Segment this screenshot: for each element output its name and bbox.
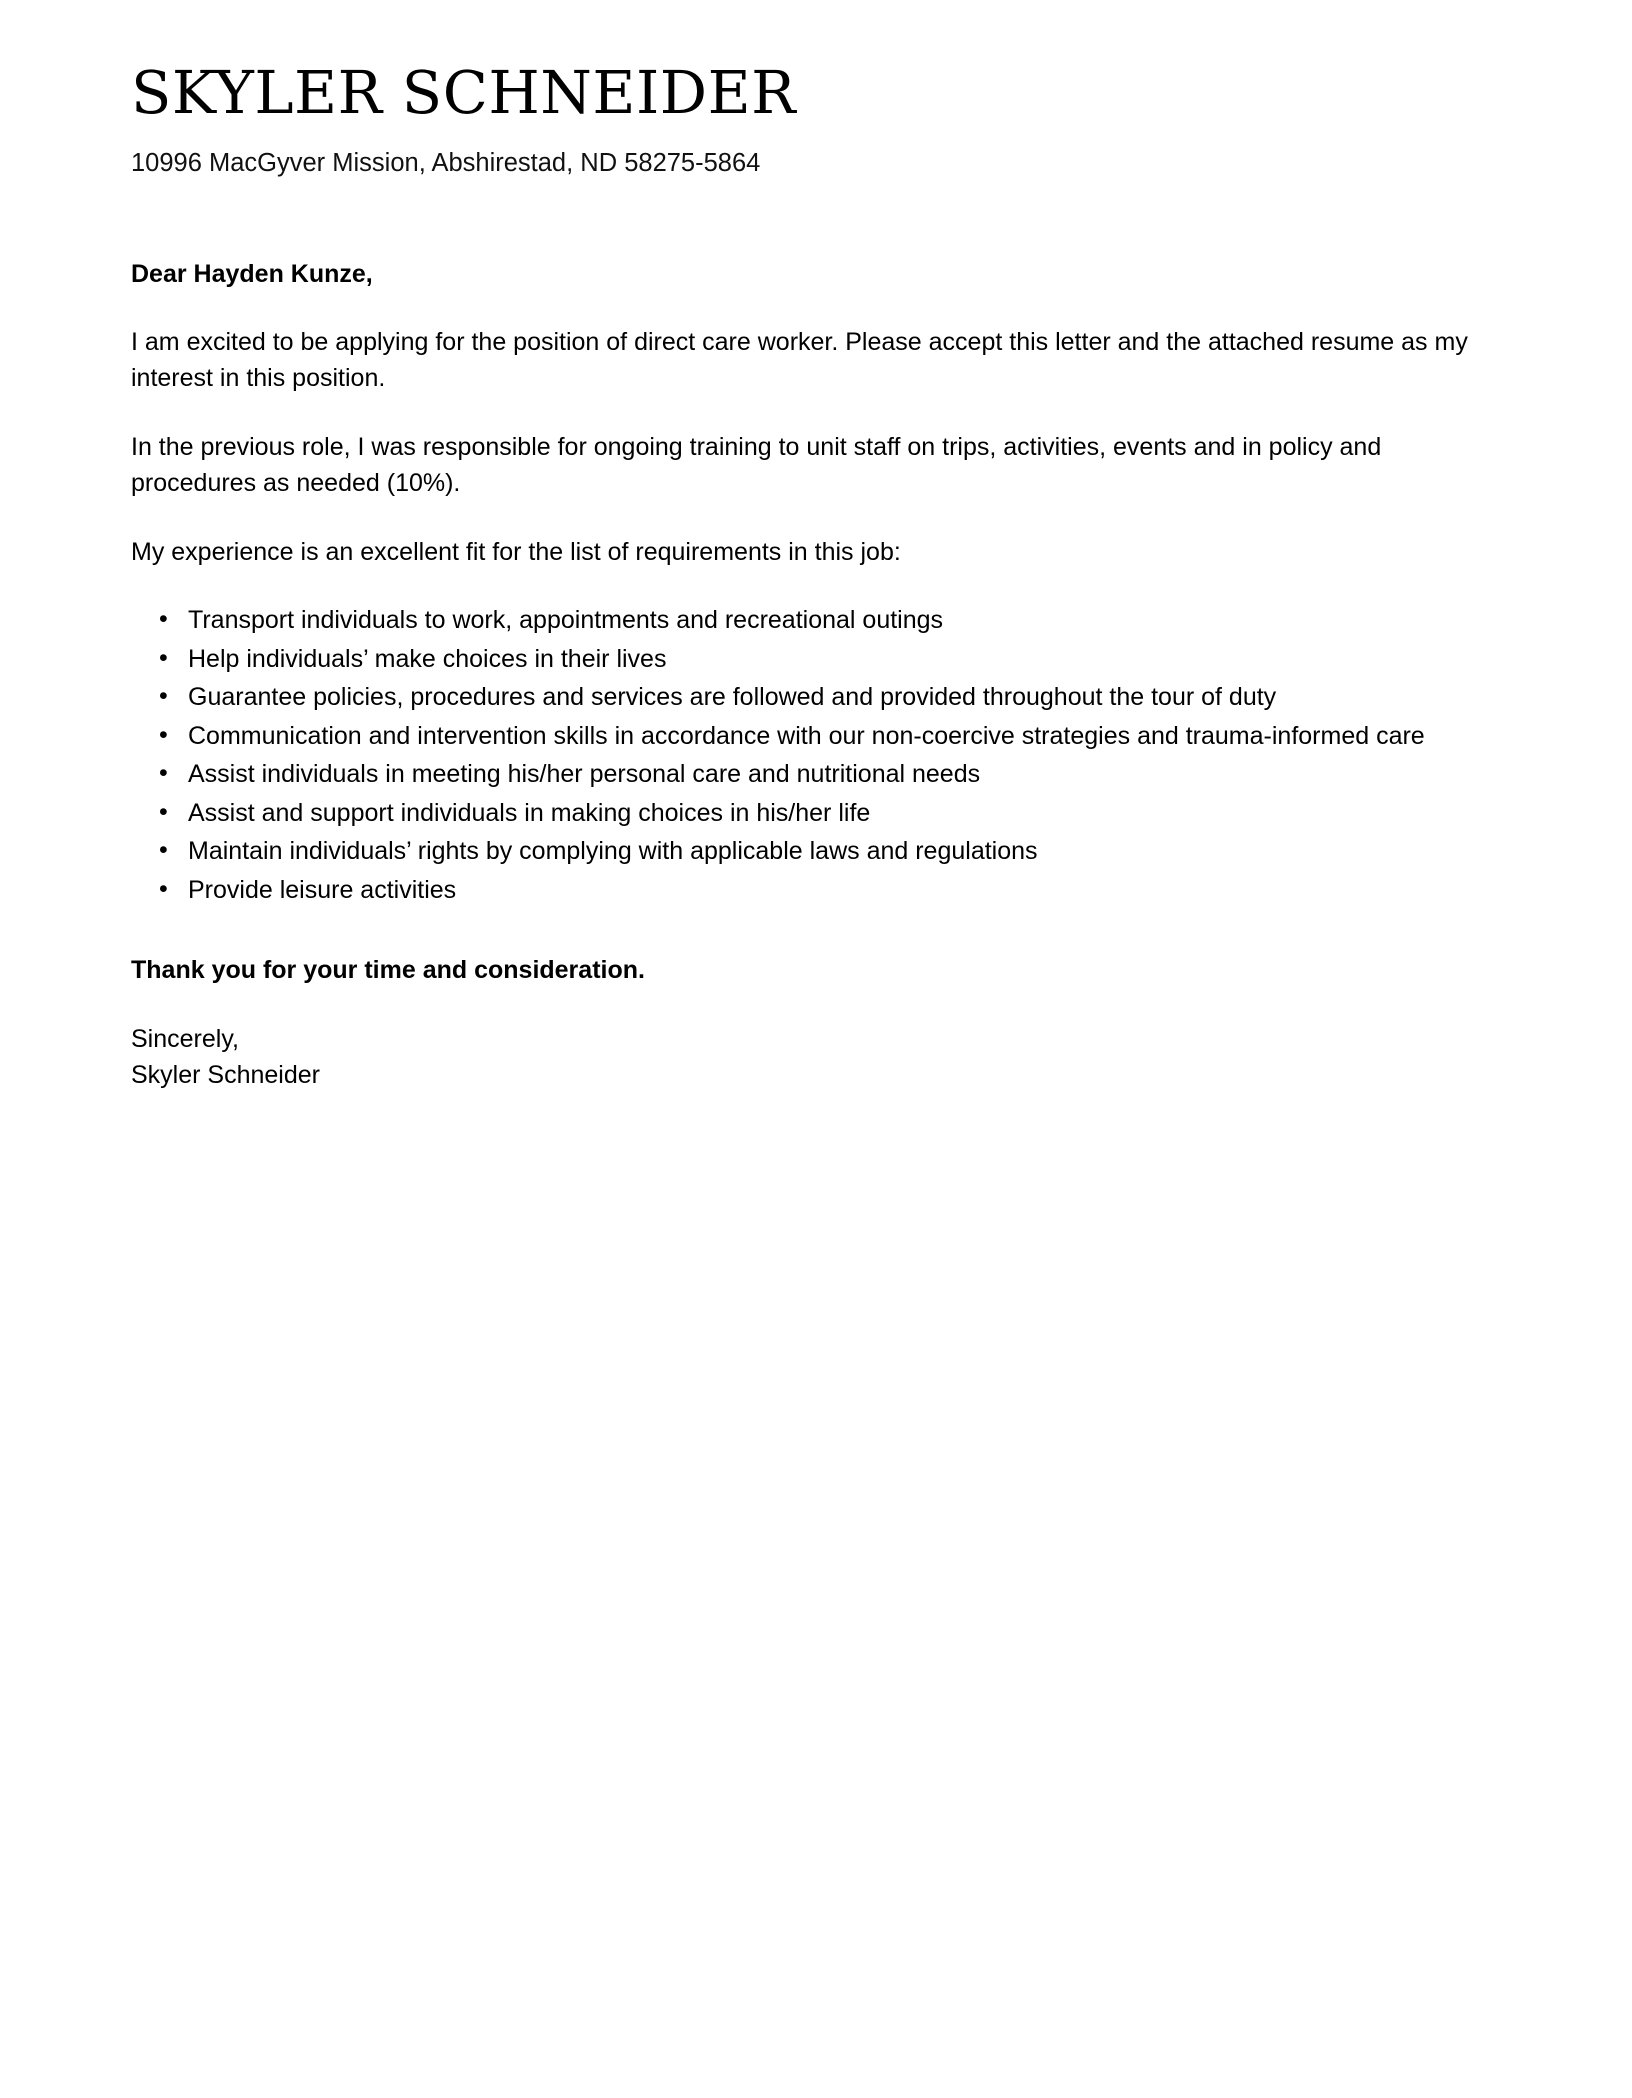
signoff-name: Skyler Schneider [131, 1060, 320, 1089]
applicant-address: 10996 MacGyver Mission, Abshirestad, ND 58275-5864 [131, 148, 761, 177]
letter-body [131, 256, 1487, 1094]
body-paragraph-3: My experience is an excellent fit for the list of requirements in this job: [131, 537, 901, 566]
closing-thanks: Thank you for your time and consideration. [131, 956, 645, 985]
letter-content [131, 0, 1487, 1093]
list-item: • Guarantee policies, procedures and services are followed and provided throughout the tour of duty [131, 679, 1487, 716]
signoff-block [131, 1021, 1487, 1094]
body-paragraph-2: In the previous role, I was responsible for ongoing training to unit staff on trips, activities, events and in policy and procedures as needed (10%). [131, 432, 1382, 498]
list-item: • Help individuals’ make choices in their lives [131, 641, 1487, 678]
list-item: • Maintain individuals’ rights by complying with applicable laws and regulations [131, 833, 1487, 870]
list-item: • Provide leisure activities [131, 872, 1487, 909]
list-item: • Communication and intervention skills in accordance with our non-coercive strategies and trauma-informed care [131, 718, 1487, 755]
list-item: • Transport individuals to work, appointments and recreational outings [131, 602, 1487, 639]
body-paragraph-1: I am excited to be applying for the position of direct care worker. Please accept this letter and the attached resume as my interest in this position. [131, 327, 1468, 393]
requirements-list [131, 602, 1487, 908]
applicant-name: SKYLER SCHNEIDER [131, 58, 797, 127]
salutation: Dear Hayden Kunze, [131, 259, 373, 288]
letter-header [131, 0, 1487, 180]
list-item: • Assist and support individuals in making choices in his/her life [131, 795, 1487, 832]
list-item: • Assist individuals in meeting his/her personal care and nutritional needs [131, 756, 1487, 793]
signoff-closing: Sincerely, [131, 1024, 239, 1053]
